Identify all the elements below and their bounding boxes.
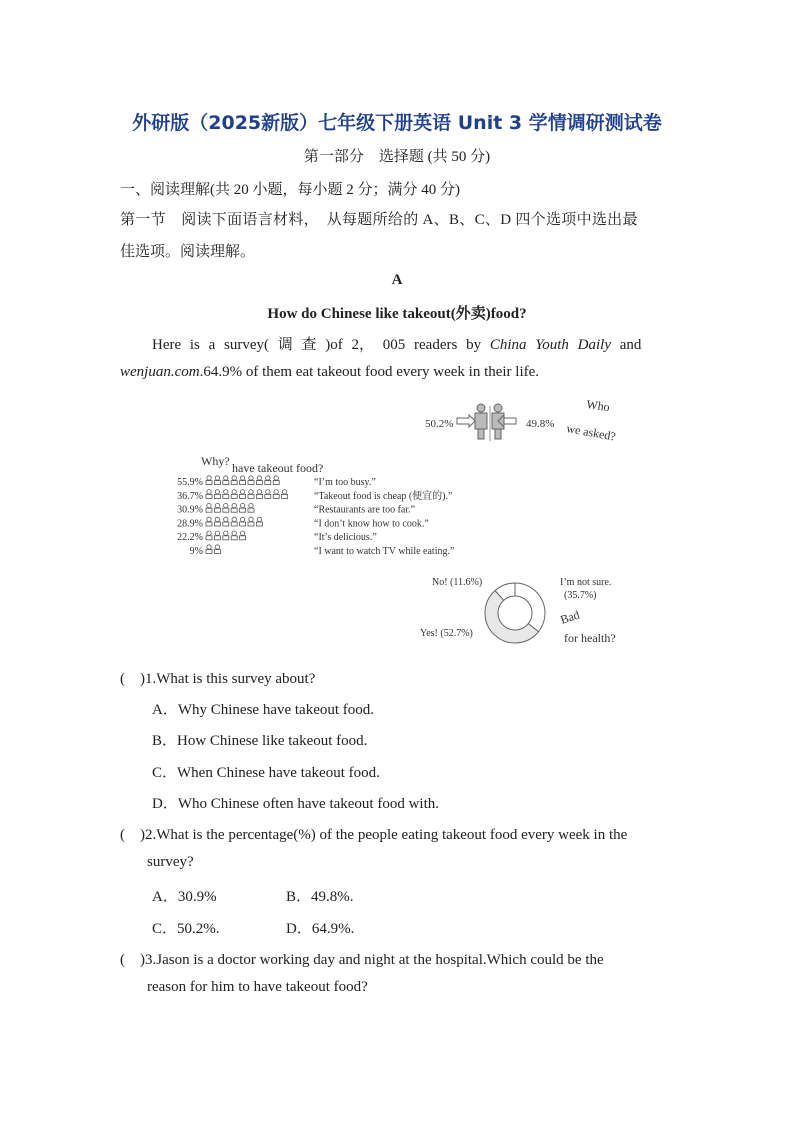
reason-percent: 55.9% bbox=[177, 477, 203, 488]
question-stem: 3.Jason is a doctor working day and night at the hospital.Which could be the bbox=[145, 952, 604, 968]
reasons-list bbox=[177, 476, 454, 557]
page-title: 外研版（2025新版）七年级下册英语 Unit 3 学情调研测试卷 bbox=[132, 112, 662, 134]
q1-option-c[interactable]: C．When Chinese have takeout food. bbox=[152, 765, 380, 781]
reason-row bbox=[177, 476, 376, 488]
person-icons bbox=[206, 503, 254, 512]
donut-label-not-sure-pct: (35.7%) bbox=[564, 590, 597, 601]
bad-label: Bad bbox=[558, 607, 582, 627]
donut-label-not-sure: I’m not sure. bbox=[560, 577, 612, 588]
q2-option-c[interactable]: C．50.2%. bbox=[152, 921, 220, 937]
answer-bracket[interactable]: ( ) bbox=[120, 827, 145, 843]
question-1 bbox=[120, 667, 315, 688]
reason-quote: “I want to watch TV while eating.” bbox=[314, 546, 455, 557]
q2-option-b[interactable]: B．49.8%. bbox=[286, 889, 354, 905]
question-2-continued: survey? bbox=[147, 854, 194, 870]
person-icons bbox=[206, 517, 262, 526]
person-icons bbox=[206, 545, 220, 554]
reason-quote: “I don’t know how to cook.” bbox=[314, 518, 429, 530]
question-3-continued: reason for him to have takeout food? bbox=[147, 979, 368, 995]
asked-label: we asked? bbox=[565, 421, 617, 444]
q1-option-a[interactable]: A．Why Chinese have takeout food. bbox=[152, 702, 375, 718]
question-3 bbox=[120, 948, 673, 969]
reason-quote: “Takeout food is cheap (便宜的).” bbox=[314, 490, 453, 502]
health-label: for health? bbox=[564, 631, 616, 645]
q2-option-a[interactable]: A．30.9% bbox=[152, 889, 217, 905]
section-instruction-line-2: 佳选项。阅读理解。 bbox=[120, 244, 256, 260]
section-heading: 一、阅读理解(共 20 小题，每小题 2 分；满分 40 分) bbox=[120, 182, 460, 198]
reason-quote: “It’s delicious.” bbox=[314, 532, 377, 544]
reason-row bbox=[177, 503, 415, 515]
question-stem: 2.What is the percentage(%) of the people eating takeout food every week in the bbox=[145, 827, 628, 843]
passage-letter: A bbox=[391, 272, 403, 288]
passage-text: Here is a survey( 调 查 )of 2， 005 readers by bbox=[152, 337, 490, 353]
reason-percent: 36.7% bbox=[177, 490, 203, 502]
donut-label-no: No! (11.6%) bbox=[432, 577, 483, 588]
reason-row bbox=[190, 545, 455, 557]
who-label: Who bbox=[585, 397, 611, 415]
person-icons bbox=[206, 476, 279, 485]
q1-option-b[interactable]: B．How Chinese like takeout food. bbox=[152, 733, 368, 749]
section-instruction-line-1: 第一节 阅读下面语言材料， 从每题所给的 A、B、C、D 四个选项中选出最 bbox=[120, 212, 638, 228]
reason-percent: 22.2% bbox=[177, 532, 203, 544]
why-label: Why? bbox=[201, 454, 230, 468]
female-person-icon bbox=[475, 404, 487, 439]
part-heading: 第一部分 选择题 (共 50 分) bbox=[303, 149, 491, 165]
passage-text: .64.9% of them eat takeout food every week in their life. bbox=[199, 364, 540, 380]
reason-row bbox=[177, 531, 377, 543]
female-percent-label: 50.2% bbox=[425, 418, 454, 430]
why-title: have takeout food? bbox=[232, 461, 324, 475]
question-stem: 1.What is this survey about? bbox=[145, 671, 316, 687]
reason-percent: 9% bbox=[189, 546, 203, 557]
reason-row bbox=[177, 517, 429, 529]
reason-percent: 28.9% bbox=[177, 518, 203, 530]
question-2 bbox=[120, 823, 673, 844]
reason-percent: 30.9% bbox=[177, 504, 203, 516]
newspaper-name: China Youth Daily bbox=[489, 337, 611, 353]
person-icons bbox=[206, 490, 288, 499]
q1-option-d[interactable]: D．Who Chinese often have takeout food with. bbox=[152, 796, 440, 812]
passage-paragraph-line-1 bbox=[152, 333, 673, 354]
passage-text: and bbox=[610, 337, 642, 353]
passage-paragraph-line-2 bbox=[120, 364, 539, 381]
health-donut-chart bbox=[485, 583, 545, 643]
left-arrow-icon bbox=[457, 415, 475, 427]
reason-row bbox=[177, 489, 452, 502]
male-percent-label: 49.8% bbox=[526, 418, 555, 430]
donut-label-yes: Yes! (52.7%) bbox=[420, 628, 473, 639]
answer-bracket[interactable]: ( ) bbox=[120, 671, 145, 687]
q2-option-d[interactable]: D．64.9%. bbox=[286, 921, 355, 937]
reason-quote: “I’m too busy.” bbox=[314, 477, 376, 488]
website-name: wenjuan.com bbox=[120, 364, 200, 380]
reason-quote: “Restaurants are too far.” bbox=[314, 504, 416, 516]
person-icons bbox=[206, 531, 246, 540]
answer-bracket[interactable]: ( ) bbox=[120, 952, 145, 968]
survey-infographic bbox=[170, 396, 630, 646]
passage-title: How do Chinese like takeout(外卖)food? bbox=[267, 306, 527, 322]
